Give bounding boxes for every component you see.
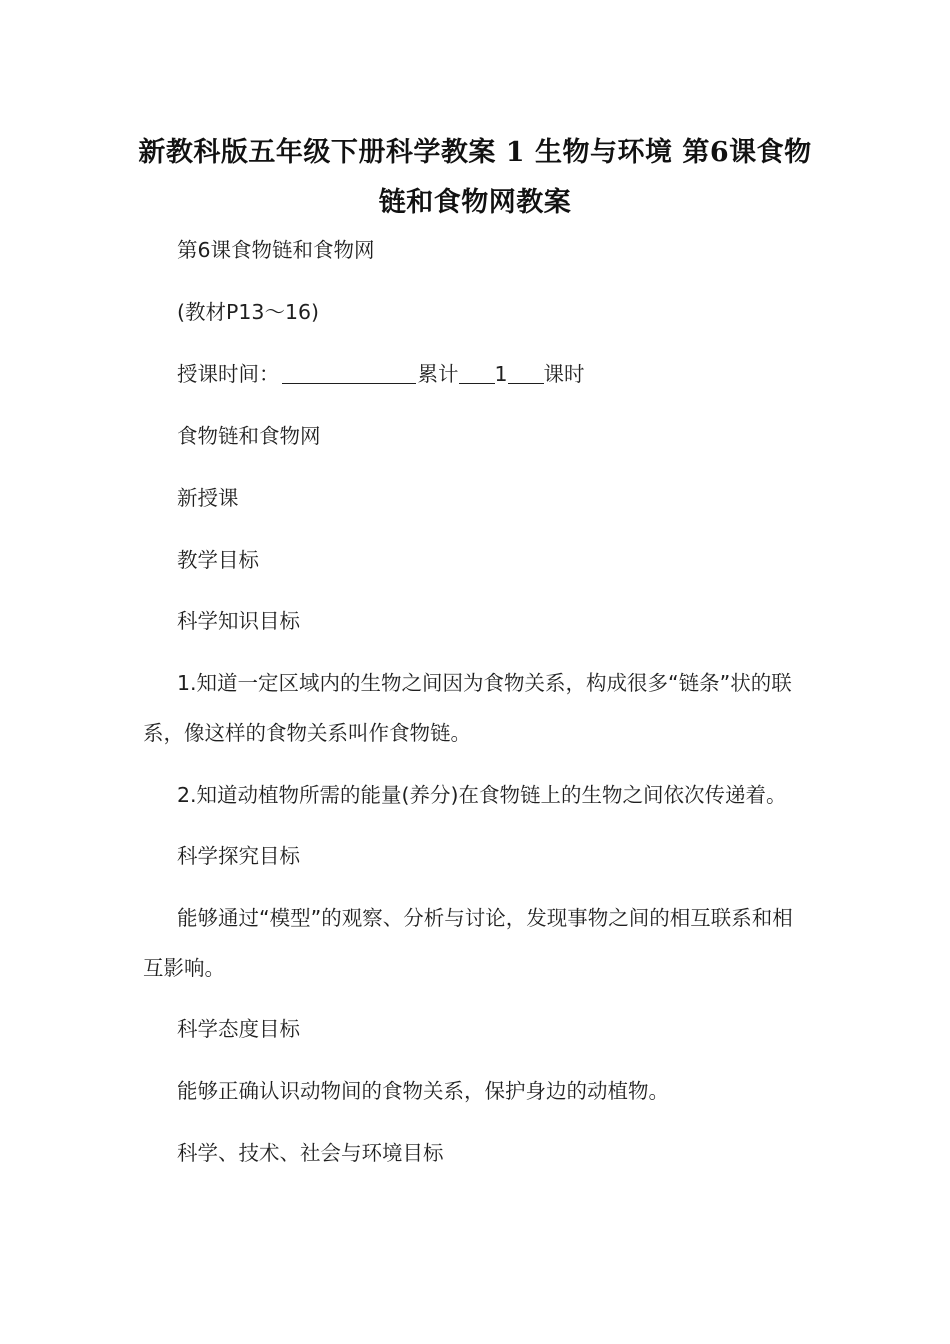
knowledge-goal-item-2: 2.知道动植物所需的能量(养分)在食物链上的生物之间依次传递着。 xyxy=(177,783,787,807)
lesson-type: 新授课 xyxy=(177,486,239,510)
attitude-goals-heading: 科学态度目标 xyxy=(177,1017,300,1041)
schedule-total-blank-left xyxy=(459,363,495,385)
document-title: 新教科版五年级下册科学教案 1 生物与环境 第6课食物链和食物网教案 xyxy=(138,137,812,218)
schedule-line xyxy=(143,349,808,399)
schedule-total-blank-right xyxy=(508,363,544,385)
textbook-pages: (教材P13～16) xyxy=(177,300,320,324)
schedule-time-label: 授课时间： xyxy=(177,362,280,386)
schedule-total-label: 累计 xyxy=(417,362,459,386)
topic-line: 食物链和食物网 xyxy=(177,424,321,448)
schedule-total-value: 1 xyxy=(494,362,508,386)
inquiry-goals-heading: 科学探究目标 xyxy=(177,844,300,868)
knowledge-goal-item-1: 1.知道一定区域内的生物之间因为食物关系，构成很多“链条”状的联系，像这样的食物关系叫作食物链。 xyxy=(143,671,792,745)
stse-goals-heading: 科学、技术、社会与环境目标 xyxy=(177,1141,444,1165)
attitude-goal-text: 能够正确认识动物间的食物关系，保护身边的动植物。 xyxy=(177,1079,669,1103)
goals-heading: 教学目标 xyxy=(177,548,259,572)
knowledge-goals-heading: 科学知识目标 xyxy=(177,609,300,633)
schedule-unit-label: 课时 xyxy=(543,362,585,386)
schedule-time-blank xyxy=(282,363,416,385)
inquiry-goal-text: 能够通过“模型”的观察、分析与讨论，发现事物之间的相互联系和相互影响。 xyxy=(143,906,793,980)
lesson-heading: 第6课食物链和食物网 xyxy=(177,238,375,262)
